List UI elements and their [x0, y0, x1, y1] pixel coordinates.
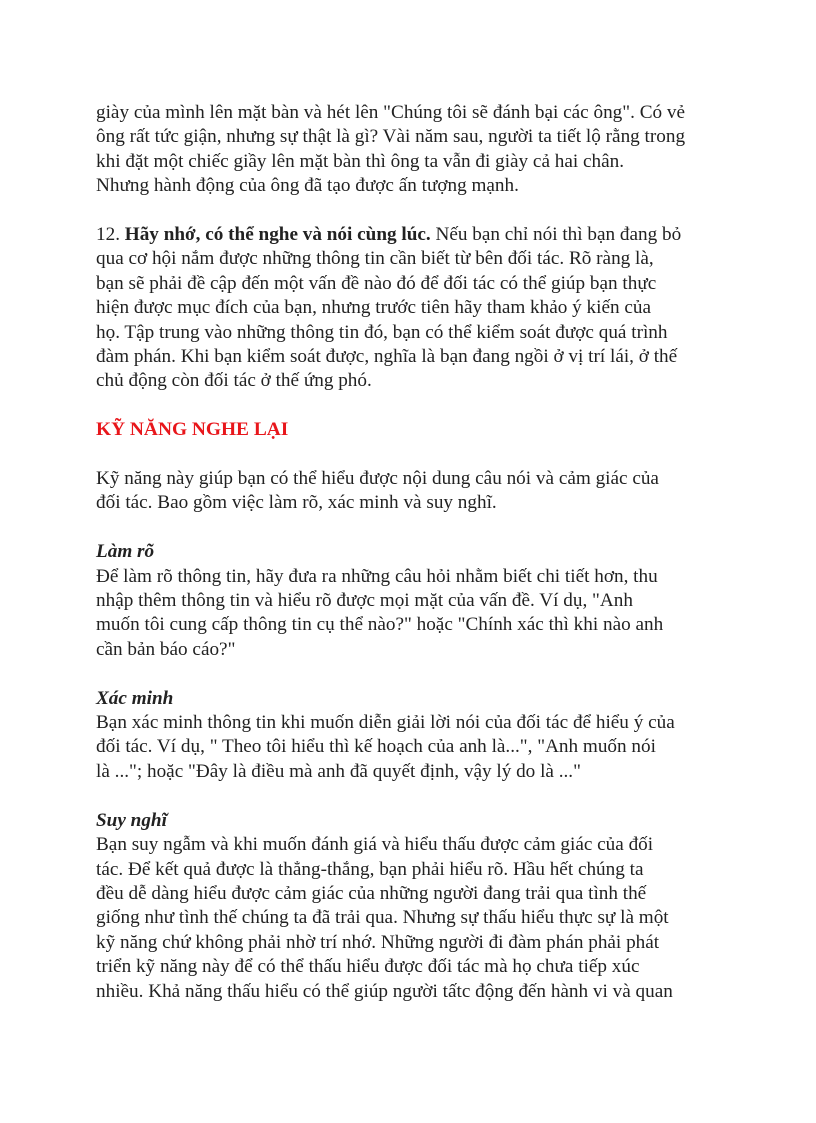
paragraph-verify: Bạn xác minh thông tin khi muốn diễn giải lời nói của đối tác để hiểu ý của đối tác. Ví dụ, " Theo tôi hiểu thì kế hoạch của anh là...", "Anh muốn nói là ..."; hoặc "Đây là điều mà anh đã quyết định, vậy lý do là ...": [96, 712, 675, 782]
paragraph-reflect: Bạn suy ngẫm và khi muốn đánh giá và hiểu thấu được cảm giác của đối tác. Để kết quả được là thẳng-thắng, bạn phải hiểu rõ. Hầu hết chúng ta đều dễ dàng hiểu được cảm giác của những người đang trải qua tình thế giống như tình thế chúng ta đã trải qua. Nhưng sự thấu hiểu thực sự là một kỹ năng chứ không phải nhờ trí nhớ. Những người đi đàm phán phải phát triển kỹ năng này để có thể thấu hiểu được đối tác mà họ chưa tiếp xúc nhiều. Khả năng thấu hiểu có thể giúp người tấtc động đến hành vi và quan: [96, 834, 673, 1002]
paragraph-gap: [96, 662, 724, 686]
paragraph-clarify: Để làm rõ thông tin, hãy đưa ra những câu hỏi nhằm biết chi tiết hơn, thu nhập thêm thông tin và hiểu rõ được mọi mặt của vấn đề. Ví dụ, "Anh muốn tôi cung cấp thông tin cụ thể nào?" hoặc "Chính xác thì khi nào anh cần bản báo cáo?": [96, 565, 664, 660]
paragraph-gap: [96, 784, 724, 808]
paragraph-gap: [96, 443, 724, 467]
document-page: [96, 101, 724, 1004]
paragraph-gap: [96, 516, 724, 540]
paragraph-skill-intro: Kỹ năng này giúp bạn có thể hiểu được nội dung câu nói và cảm giác của đối tác. Bao gồm việc làm rõ, xác minh và suy nghĩ.: [96, 468, 659, 514]
paragraph-gap: [96, 199, 724, 223]
subheading-verify: Xác minh: [96, 687, 174, 709]
bold-tip: Hãy nhớ, có thể nghe và nói cùng lúc.: [124, 224, 431, 246]
list-number: 12.: [96, 224, 120, 246]
paragraph-shoe-story: giày của mình lên mặt bàn và hét lên "Chúng tôi sẽ đánh bại các ông". Có vẻ ông rất tức giận, nhưng sự thật là gì? Vài năm sau, người ta tiết lộ rằng trong khi đặt một chiếc giầy lên mặt bàn thì ông ta vẫn đi giày cả hai chân. Nhưng hành động của ông đã tạo được ấn tượng mạnh.: [96, 102, 686, 197]
subheading-reflect: Suy nghĩ: [96, 809, 167, 831]
subheading-clarify: Làm rõ: [96, 541, 155, 563]
paragraph-listen-and-speak: [96, 223, 724, 394]
section-heading: KỸ NĂNG NGHE LẠI: [96, 419, 289, 441]
paragraph-gap: [96, 394, 724, 418]
tip-body: Nếu bạn chỉ nói thì bạn đang bỏ qua cơ hội nắm được những thông tin cần biết từ bên đối tác. Rõ ràng là, bạn sẽ phải đề cập đến một vấn đề nào đó để đối tác có thể giúp bạn thực hiện được mục đích của bạn, nhưng trước tiên hãy tham khảo ý kiến của họ. Tập trung vào những thông tin đó, bạn có thể kiểm soát được quá trình đàm phán. Khi bạn kiểm soát được, nghĩa là bạn đang ngồi ở vị trí lái, ở thế chủ động còn đối tác ở thế ứng phó.: [96, 224, 682, 392]
